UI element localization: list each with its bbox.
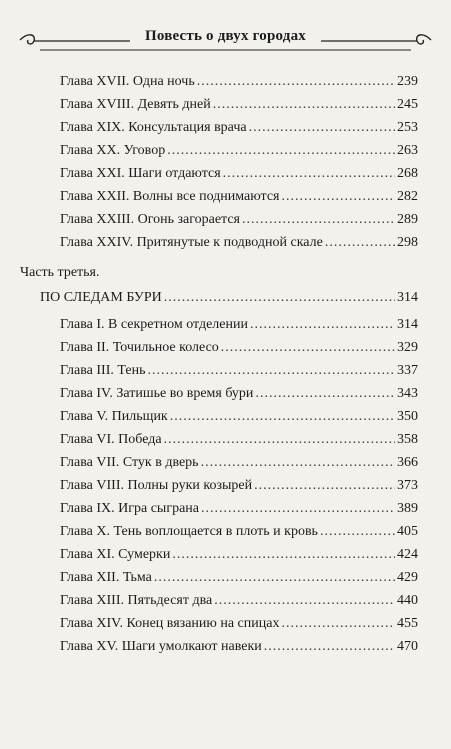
page-number: 337 — [397, 363, 418, 378]
part-label: Часть третья. — [20, 265, 100, 280]
leader-dots — [167, 141, 395, 160]
leader-dots — [164, 288, 395, 307]
page-number: 424 — [397, 547, 418, 562]
page-number: 343 — [397, 386, 418, 401]
page-number: 358 — [397, 432, 418, 447]
chapter-title: Глава XV. Шаги умолкают навеки — [60, 639, 262, 654]
leader-dots — [201, 453, 395, 472]
leader-dots — [249, 118, 395, 137]
chapter-title: Глава XXIV. Притянутые к подводной скале — [60, 235, 323, 250]
toc-row — [60, 568, 418, 587]
leader-dots — [164, 430, 395, 449]
toc-row — [60, 164, 418, 183]
leader-dots — [242, 210, 395, 229]
page-number: 314 — [397, 290, 418, 305]
leader-dots — [255, 384, 395, 403]
leader-dots — [320, 522, 395, 541]
leader-dots — [197, 72, 395, 91]
toc-row — [60, 430, 418, 449]
chapter-title: Глава XXII. Волны все поднимаются — [60, 189, 280, 204]
chapter-title: Глава XX. Уговор — [60, 143, 166, 158]
page-number: 329 — [397, 340, 418, 355]
page-number: 373 — [397, 478, 418, 493]
toc-row — [60, 72, 418, 91]
book-title: Повесть о двух городах — [145, 28, 306, 44]
chapter-title: Глава XII. Тьма — [60, 570, 152, 585]
chapter-title: Глава XIX. Консультация врача — [60, 120, 247, 135]
chapter-title: Глава XVII. Одна ночь — [60, 74, 195, 89]
chapter-title: Глава VII. Стук в дверь — [60, 455, 199, 470]
chapter-title: Глава IV. Затишье во время бури — [60, 386, 254, 401]
toc-row — [60, 545, 418, 564]
page-number: 298 — [397, 235, 418, 250]
page-number: 289 — [397, 212, 418, 227]
chapter-title: Глава XXIII. Огонь загорается — [60, 212, 240, 227]
leader-dots — [213, 95, 395, 114]
toc-row — [60, 384, 418, 403]
toc-row — [60, 338, 418, 357]
chapter-title: Глава III. Тень — [60, 363, 146, 378]
chapter-title: Глава II. Точильное колесо — [60, 340, 219, 355]
toc-row — [60, 614, 418, 633]
leader-dots — [254, 476, 395, 495]
leader-dots — [154, 568, 395, 587]
chapter-title: Глава V. Пильщик — [60, 409, 168, 424]
chapter-title: Глава XIII. Пятьдесят два — [60, 593, 213, 608]
page-number: 366 — [397, 455, 418, 470]
running-header — [0, 26, 451, 56]
leader-dots — [250, 315, 395, 334]
page-number: 263 — [397, 143, 418, 158]
page-number: 429 — [397, 570, 418, 585]
toc-row — [60, 637, 418, 656]
chapter-title: Глава I. В секретном отделении — [60, 317, 248, 332]
page-number: 268 — [397, 166, 418, 181]
leader-dots — [325, 233, 395, 252]
page-number: 470 — [397, 639, 418, 654]
leader-dots — [223, 164, 395, 183]
chapter-title: Глава VI. Победа — [60, 432, 162, 447]
page-number: 245 — [397, 97, 418, 112]
toc-row — [60, 315, 418, 334]
toc-row — [60, 522, 418, 541]
toc-row — [60, 407, 418, 426]
leader-dots — [281, 187, 395, 206]
toc-row — [60, 141, 418, 160]
page-number: 314 — [397, 317, 418, 332]
page-number: 350 — [397, 409, 418, 424]
toc-row — [60, 453, 418, 472]
page-number: 405 — [397, 524, 418, 539]
chapter-title: Глава VIII. Полны руки козырей — [60, 478, 253, 493]
leader-dots — [170, 407, 395, 426]
toc-row — [60, 476, 418, 495]
page-number: 282 — [397, 189, 418, 204]
toc-row — [60, 591, 418, 610]
toc-row — [60, 95, 418, 114]
leader-dots — [221, 338, 395, 357]
chapter-title: Глава IX. Игра сыграна — [60, 501, 200, 516]
page-number: 440 — [397, 593, 418, 608]
toc-row — [60, 118, 418, 137]
toc-row — [60, 361, 418, 380]
chapter-title: Глава XIV. Конец вязанию на спицах — [60, 616, 280, 631]
chapter-title: Глава XI. Сумерки — [60, 547, 171, 562]
leader-dots — [147, 361, 395, 380]
page-number: 239 — [397, 74, 418, 89]
toc-row — [60, 499, 418, 518]
toc-row — [60, 233, 418, 252]
leader-dots — [172, 545, 395, 564]
part-title: ПО СЛЕДАМ БУРИ — [40, 290, 162, 305]
page-number: 389 — [397, 501, 418, 516]
toc-row — [60, 187, 418, 206]
chapter-title: Глава X. Тень воплощается в плоть и кровь — [60, 524, 318, 539]
toc-row — [60, 210, 418, 229]
leader-dots — [281, 614, 395, 633]
page-number: 455 — [397, 616, 418, 631]
part-title-row — [40, 288, 418, 307]
chapter-title: Глава XVIII. Девять дней — [60, 97, 211, 112]
page-number: 253 — [397, 120, 418, 135]
chapter-title: Глава XXI. Шаги отдаются — [60, 166, 221, 181]
leader-dots — [264, 637, 395, 656]
leader-dots — [214, 591, 395, 610]
leader-dots — [201, 499, 395, 518]
